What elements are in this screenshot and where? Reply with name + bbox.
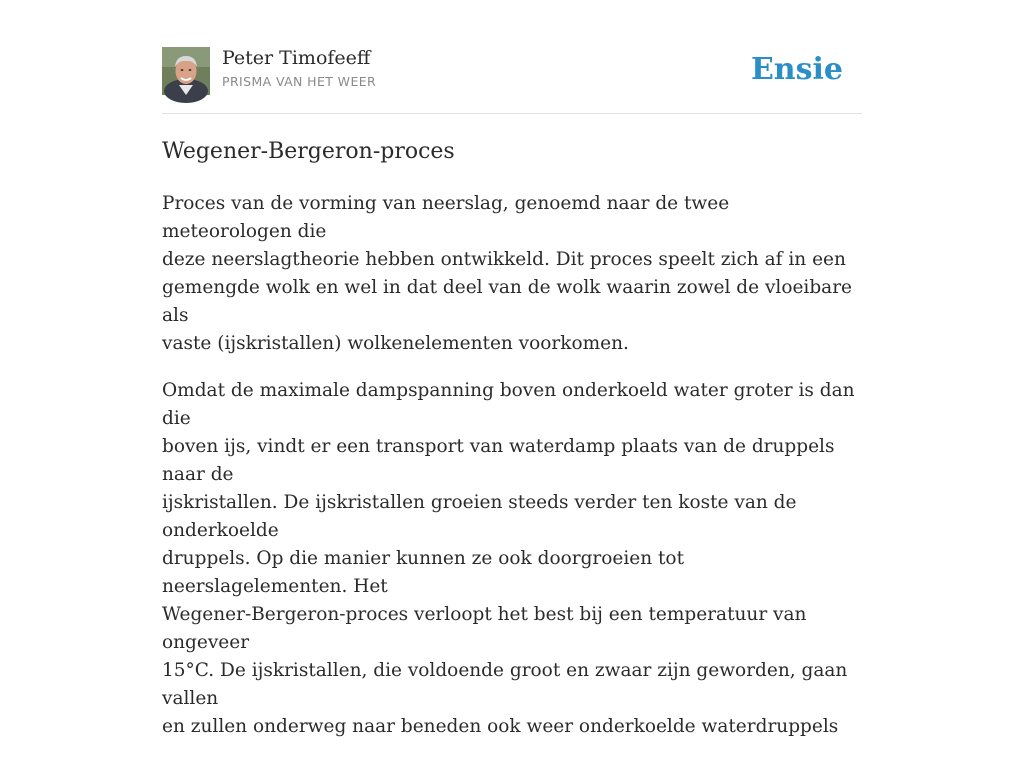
- text-line: ijskristallen. De ijskristallen groeien steeds verder ten koste van de onderkoelde: [162, 492, 797, 541]
- text-line: Wegener-Bergeron-proces verloopt het best bij een temperatuur van ongeveer: [162, 604, 807, 653]
- ensie-logo[interactable]: Ensie: [750, 52, 843, 87]
- author-name[interactable]: Peter Timofeeff: [222, 47, 371, 69]
- text-line: druppels. Op die manier kunnen ze ook doorgroeien tot neerslagelementen. Het: [162, 548, 685, 597]
- article-body: [162, 190, 862, 760]
- article-title: Wegener-Bergeron-proces: [162, 139, 455, 164]
- header-divider: [162, 113, 862, 114]
- text-line: Proces van de vorming van neerslag, genoemd naar de twee meteorologen die: [162, 193, 730, 242]
- paragraph-1: [162, 190, 862, 358]
- text-line: Omdat de maximale dampspanning boven onderkoeld water groter is dan die: [162, 380, 855, 429]
- text-line: vaste (ijskristallen) wolkenelementen voorkomen.: [162, 333, 629, 354]
- text-line: deze neerslagtheorie hebben ontwikkeld. Dit proces speelt zich af in een: [162, 249, 846, 270]
- text-line: gemengde wolk en wel in dat deel van de wolk waarin zowel de vloeibare als: [162, 277, 853, 326]
- text-line: boven ijs, vindt er een transport van waterdamp plaats van de druppels naar de: [162, 436, 835, 485]
- author-avatar[interactable]: [162, 47, 210, 95]
- paragraph-2: [162, 377, 862, 741]
- article-header: [162, 46, 862, 96]
- text-line: en zullen onderweg naar beneden ook weer onderkoelde waterdruppels: [162, 716, 839, 737]
- avatar-photo: [162, 47, 210, 95]
- collection-name[interactable]: PRISMA VAN HET WEER: [222, 74, 377, 89]
- text-line: 15°C. De ijskristallen, die voldoende groot en zwaar zijn geworden, gaan vallen: [162, 660, 848, 709]
